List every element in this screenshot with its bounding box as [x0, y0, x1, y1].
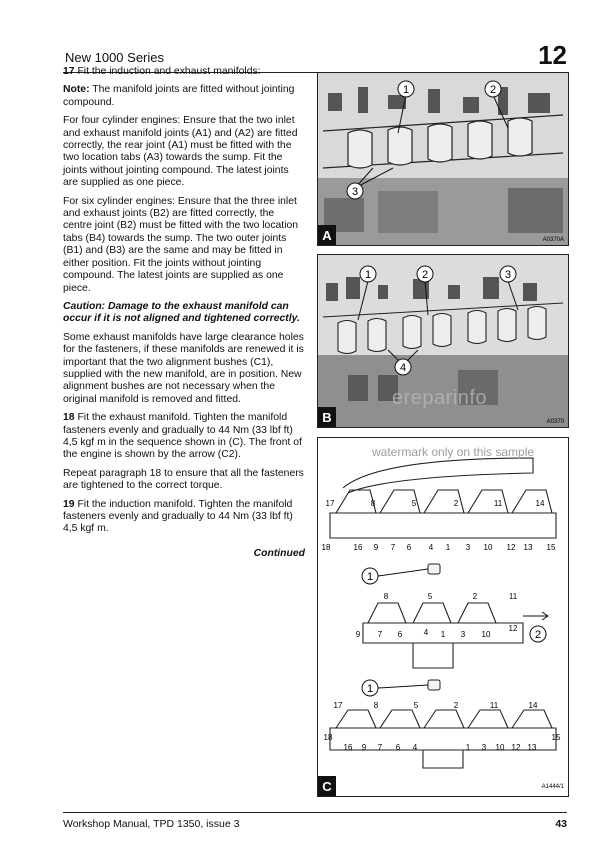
- callout-1: 1: [364, 269, 372, 281]
- callout-1: 1: [366, 571, 374, 583]
- seq-number: 7: [377, 630, 383, 639]
- seq-number: 11: [489, 701, 499, 710]
- callout-1-repeat: 1: [366, 683, 374, 695]
- callout-2: 2: [421, 269, 429, 281]
- step-19-text: Fit the induction manifold. Tighten the manifold fasteners evenly and gradually to 44 Nm (33 lbf ft) 4,5 kgf m.: [63, 498, 293, 535]
- step-17-text: Fit the induction and exhaust manifolds:: [74, 66, 261, 77]
- note-text: The manifold joints are fitted without jointing compound.: [63, 84, 295, 108]
- step-17: [63, 66, 305, 78]
- seq-number: 9: [373, 543, 379, 552]
- seq-number: 12: [506, 543, 516, 552]
- step-19-number: 19: [63, 498, 75, 510]
- step-18-number: 18: [63, 412, 75, 424]
- seq-number: 14: [528, 701, 538, 710]
- sequence-bottom: [324, 701, 561, 752]
- alignment-bush: [428, 680, 440, 690]
- seq-number: 11: [508, 592, 518, 601]
- figure-a-letter: A: [322, 228, 332, 243]
- seq-number: 15: [546, 543, 556, 552]
- seq-number: 8: [383, 592, 389, 601]
- seq-number: 14: [535, 499, 545, 508]
- callout-1: 1: [402, 84, 410, 96]
- step-17-number: 17: [63, 66, 75, 77]
- figure-c-code: A1444/1: [541, 784, 564, 790]
- callout-3: 3: [504, 269, 512, 281]
- chapter-number: 12: [538, 40, 567, 70]
- seq-number: 17: [325, 499, 335, 508]
- seq-number: 13: [527, 743, 537, 752]
- instructions-column: [63, 66, 305, 560]
- watermark-text: watermark only on this sample: [372, 445, 535, 459]
- seq-number: 17: [333, 701, 343, 710]
- four-cylinder-paragraph: For four cylinder engines: Ensure that the two inlet and exhaust manifold joints (A1) and (A2) are fitted correctly, the rear joint (A1) must be fitted with the two location tabs (A3) towards the sump. Fit the joints without jointing compound. The latest joints are supplied as one piece.: [63, 115, 298, 189]
- watermark-site: ereparinfo: [392, 387, 488, 409]
- seq-number: 3: [465, 543, 471, 552]
- seq-number: 2: [472, 592, 478, 601]
- seq-number: 11: [493, 499, 503, 508]
- callout-4: 4: [399, 362, 407, 374]
- callout-3: 3: [351, 186, 359, 198]
- seq-number: 6: [395, 743, 401, 752]
- note: [63, 84, 305, 109]
- continued-label: Continued: [253, 547, 305, 559]
- series-title: New 1000 Series: [65, 50, 164, 65]
- seq-number: 8: [373, 701, 379, 710]
- seq-number: 18: [323, 733, 333, 742]
- seq-number: 2: [453, 701, 459, 710]
- callout-2: 2: [534, 629, 542, 641]
- step-18-text: Fit the exhaust manifold. Tighten the manifold fasteners evenly and gradually to 44 Nm (33 lbf ft) 4,5 kgf m in the sequence shown in (C). The front of the engine is shown by the arrow (C2).: [63, 412, 302, 461]
- callout-2: 2: [489, 84, 497, 96]
- seq-number: 18: [321, 543, 331, 552]
- seq-number: 9: [355, 630, 361, 639]
- seq-number: 3: [460, 630, 466, 639]
- figure-c: [317, 437, 569, 797]
- alignment-bush: [428, 564, 440, 574]
- seq-number: 4: [428, 543, 434, 552]
- page-footer: [63, 812, 567, 830]
- figure-a-illustration: [318, 73, 568, 245]
- seq-number: 12: [508, 624, 518, 633]
- seq-number: 10: [481, 630, 491, 639]
- step-19: [63, 499, 305, 536]
- seq-number: 4: [412, 743, 418, 752]
- manual-reference: Workshop Manual, TPD 1350, issue 3: [63, 818, 240, 830]
- page-number: 43: [555, 818, 567, 830]
- seq-number: 7: [390, 543, 396, 552]
- note-label: Note:: [63, 84, 90, 96]
- seq-number: 10: [483, 543, 493, 552]
- sequence-top: [322, 499, 556, 552]
- seq-number: 12: [511, 743, 521, 752]
- sequence-middle: [356, 592, 518, 639]
- seq-number: 13: [523, 543, 533, 552]
- seq-number: 1: [440, 630, 446, 639]
- figure-c-letter: C: [322, 779, 332, 794]
- seq-number: 16: [353, 543, 363, 552]
- seq-number: 1: [445, 543, 451, 552]
- seq-number: 5: [413, 701, 419, 710]
- seq-number: 1: [465, 743, 471, 752]
- seq-number: 10: [495, 743, 505, 752]
- seq-number: 15: [551, 733, 561, 742]
- alignment-bushes-paragraph: Some exhaust manifolds have large clearance holes for the fasteners, if these manifolds are renewed it is important that the two alignment bushes (C1), supplied with the new manifold, are in position. New alignment bushes are not necessary when the original manifold is removed and fitted.: [63, 331, 304, 405]
- figure-c-illustration: [318, 438, 568, 796]
- six-cylinder-paragraph: For six cylinder engines: Ensure that the three inlet and exhaust joints (B2) are fitted correctly, the centre joint (B2) must be fitted with the two location tabs (B4) towards the sump. The two outer joints (B1) and (B3) are the same and may be fitted in either position. Fit the joints without jointing compound. The latest joints are supplied as one piece.: [63, 195, 299, 294]
- repeat-paragraph: Repeat paragraph 18 to ensure that all the fasteners are tightened to the correct torque.: [63, 467, 304, 492]
- front-arrow: [523, 612, 548, 620]
- seq-number: 6: [397, 630, 403, 639]
- step-18: [63, 412, 305, 462]
- seq-number: 4: [423, 628, 429, 637]
- seq-number: 2: [453, 499, 459, 508]
- seq-number: 3: [481, 743, 487, 752]
- figure-a: [317, 72, 569, 246]
- seq-number: 6: [406, 543, 412, 552]
- caution-paragraph: Caution: Damage to the exhaust manifold can occur if it is not aligned and tightened correctly.: [63, 300, 300, 325]
- figure-b-letter: B: [322, 410, 332, 425]
- seq-number: 8: [370, 499, 376, 508]
- seq-number: 5: [427, 592, 433, 601]
- seq-number: 9: [361, 743, 367, 752]
- seq-number: 16: [343, 743, 353, 752]
- figure-a-code: A0370A: [542, 237, 564, 243]
- seq-number: 5: [411, 499, 417, 508]
- seq-number: 7: [377, 743, 383, 752]
- figure-b-code: A0370: [546, 419, 564, 425]
